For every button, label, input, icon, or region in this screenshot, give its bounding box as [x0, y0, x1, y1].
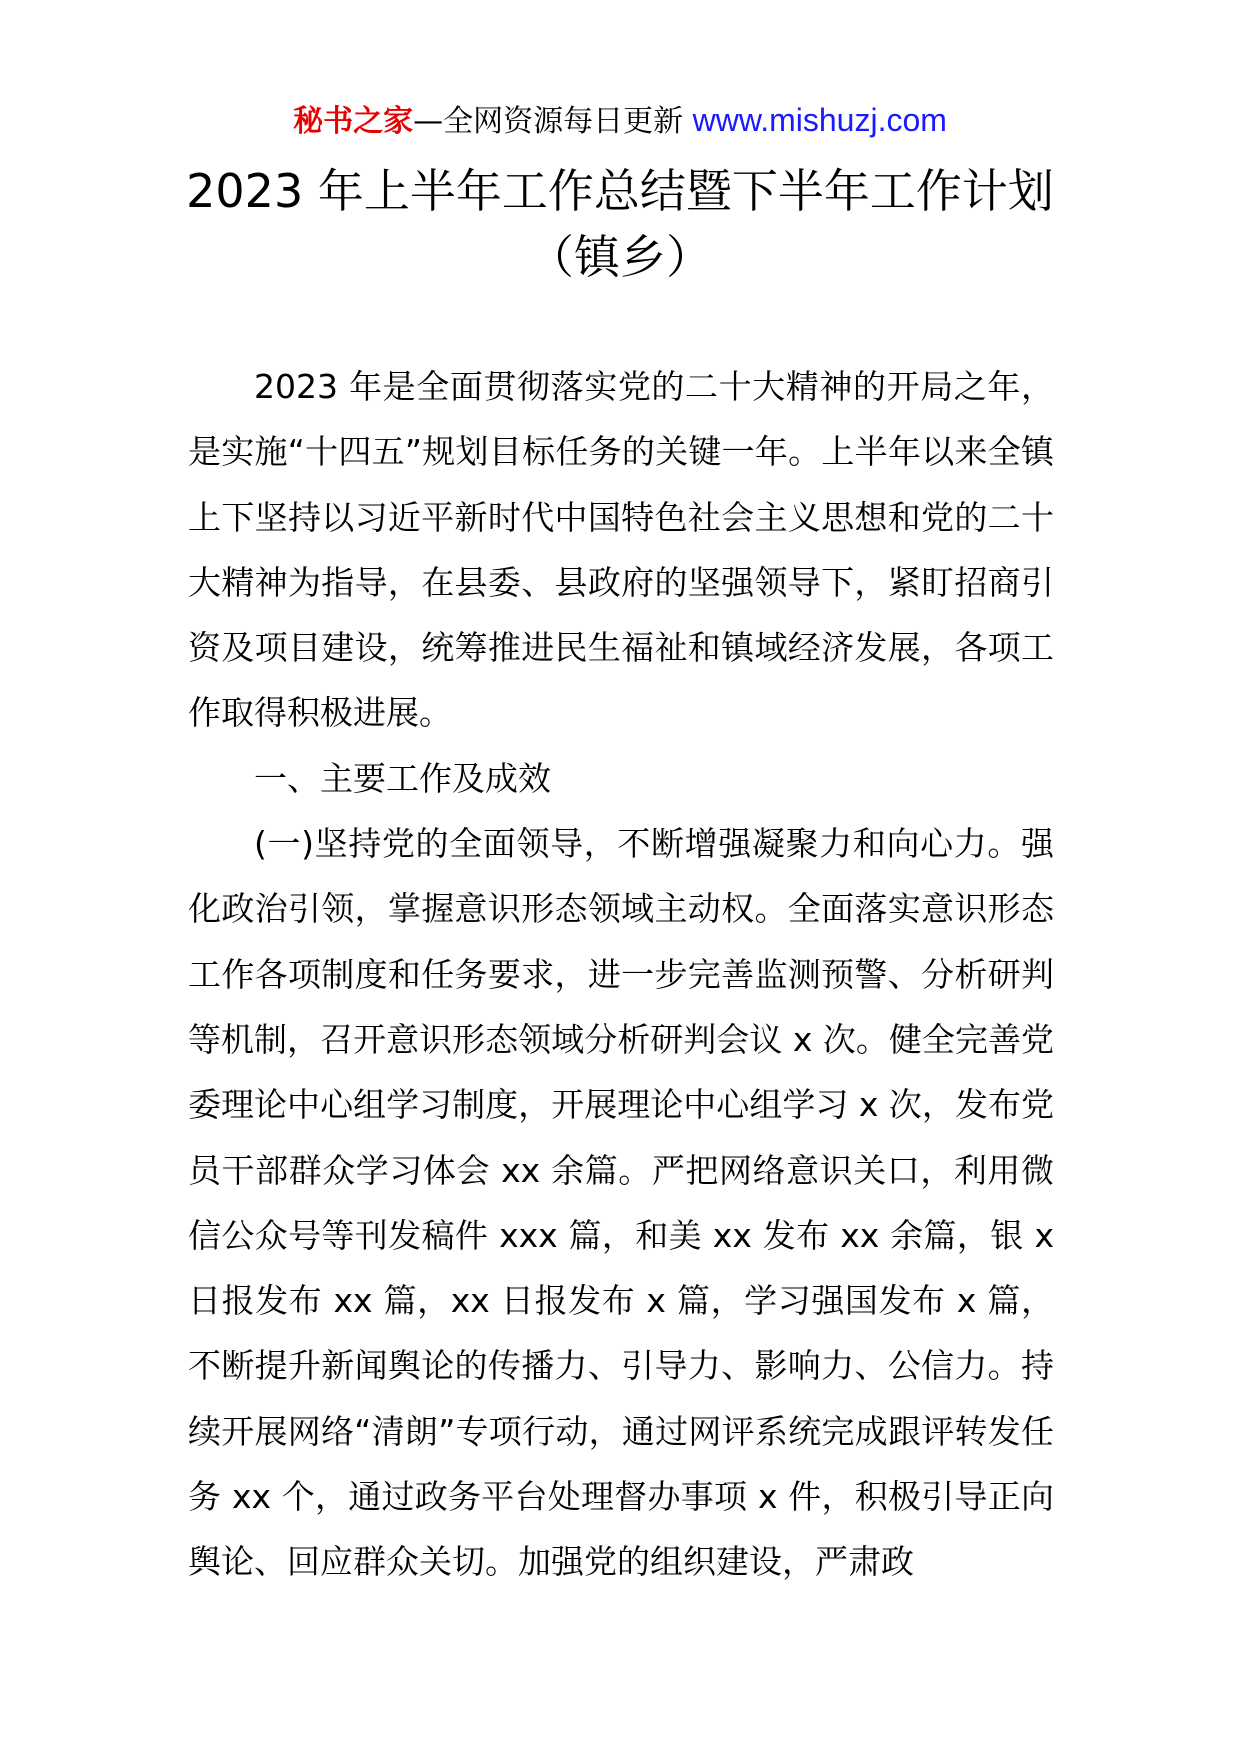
title-line-2: （镇乡）: [528, 230, 712, 284]
site-url-link[interactable]: www.mishuzj.com: [692, 102, 947, 138]
site-header: [0, 100, 1240, 142]
section-heading: 一、主要工作及成效: [254, 758, 551, 798]
title-line-1: 2023 年上半年工作总结暨下半年工作计划: [186, 164, 1054, 218]
paragraph-intro: 2023 年是全面贯彻落实党的二十大精神的开局之年，是实施“十四五”规划目标任务的关键一年。上半年以来全镇上下坚持以习近平新时代中国特色社会主义思想和党的二十大精神为指导，在县委、县政府的坚强领导下，紧盯招商引资及项目建设，统筹推进民生福祉和镇域经济发展，各项工作取得积极进展。: [188, 367, 1054, 733]
brand-name: 秘书之家: [293, 104, 414, 139]
document-title: [0, 158, 1240, 290]
document-body: [188, 354, 1054, 1595]
header-tagline: —全网资源每日更新: [413, 104, 693, 139]
paragraph-section-1: (一)坚持党的全面领导，不断增强凝聚力和向心力。强化政治引领，掌握意识形态领域主动权。全面落实意识形态工作各项制度和任务要求，进一步完善监测预警、分析研判等机制，召开意识形态领域分析研判会议 x 次。健全完善党委理论中心组学习制度，开展理论中心组学习 x 次，发布党员干部群众学习体会 xx 余篇。严把网络意识关口，利用微信公众号等刊发稿件 xxx 篇，和美 xx 发布 xx 余篇，银 x 日报发布 xx 篇，xx 日报发布 x 篇，学习强国发布 x 篇，不断提升新闻舆论的传播力、引导力、影响力、公信力。持续开展网络“清朗”专项行动，通过网评系统完成跟评转发任务 xx 个，通过政务平台处理督办事项 x 件，积极引导正向舆论、回应群众关切。加强党的组织建设，严肃政: [188, 824, 1054, 1582]
